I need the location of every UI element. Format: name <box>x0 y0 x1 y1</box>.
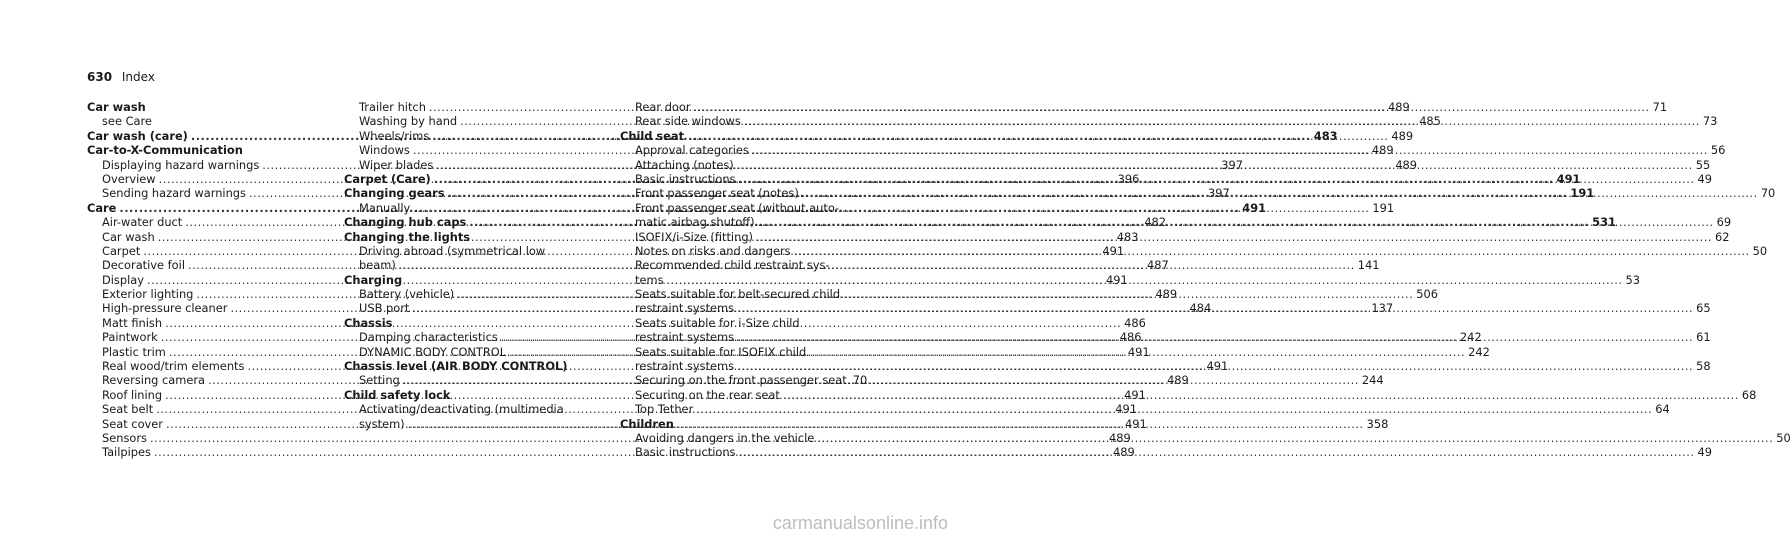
entry-text: Front passenger seat (without auto- <box>635 200 840 215</box>
page-reference: 58 <box>1696 359 1711 374</box>
page-reference: 491 <box>1556 171 1581 186</box>
entry-text: Car wash <box>87 100 146 114</box>
page-reference: 489 <box>1395 157 1418 172</box>
entry-text: Matt finish <box>102 315 163 330</box>
page-reference: 137 <box>1371 301 1394 316</box>
page-reference: 71 <box>1652 100 1668 114</box>
page-reference: 486 <box>1119 330 1142 345</box>
entry-text: Manually <box>359 200 411 215</box>
entry-text: USB port <box>359 301 410 316</box>
page-reference: 491 <box>1127 344 1150 359</box>
entry-text: Exterior lighting <box>102 287 194 302</box>
page-reference: 397 <box>1221 157 1244 172</box>
dot-leader <box>399 258 1355 272</box>
dot-leader <box>737 158 1693 172</box>
page-reference: 491 <box>1242 200 1267 215</box>
entry-text: Seat cover <box>102 416 163 431</box>
entry-text: Driving abroad (symmetrical low <box>359 243 546 258</box>
entry-text: Windows <box>359 143 410 158</box>
page-number: 630 <box>87 70 113 84</box>
page-reference: 244 <box>1361 373 1384 388</box>
entry-text: Sensors <box>102 430 147 445</box>
page-reference: 68 <box>1741 387 1757 402</box>
page-reference: 56 <box>1710 143 1726 158</box>
entry-text: Seats suitable for i-Size child <box>635 315 800 330</box>
page-reference: 73 <box>1702 114 1718 129</box>
page-reference: 489 <box>1167 373 1189 388</box>
page-reference: 531 <box>1592 215 1616 230</box>
page-reference: 487 <box>1147 258 1169 273</box>
entry-text: see Care <box>102 114 152 129</box>
index-entry <box>344 402 592 416</box>
entry-text: Rear door <box>635 100 691 114</box>
page-reference: 491 <box>1102 243 1125 258</box>
entry-text: Real wood/trim elements <box>102 359 245 374</box>
page-reference: 396 <box>1117 171 1140 186</box>
entry-text: matic airbag shutoff) <box>635 215 755 230</box>
entry-text: Reversing camera <box>102 373 206 388</box>
page-reference: 489 <box>1371 143 1394 158</box>
index-entry <box>87 114 317 128</box>
dot-leader <box>694 100 1650 114</box>
entry-text: Wiper blades <box>359 157 434 172</box>
index-heading <box>344 359 592 373</box>
entry-text: Basic instructions <box>635 171 736 186</box>
index-entry <box>620 316 854 330</box>
dot-leader <box>802 186 1758 200</box>
page-reference: 242 <box>1468 344 1490 359</box>
page-reference: 61 <box>1696 330 1711 345</box>
page-reference: 489 <box>1155 287 1178 302</box>
dot-leader <box>457 287 1413 301</box>
entry-text: Chassis <box>344 315 393 330</box>
page-header <box>87 70 155 84</box>
entry-text: Seats suitable for ISOFIX child <box>635 344 807 359</box>
entry-text: Car wash (care) <box>87 128 188 143</box>
entry-text: restraint systems <box>635 301 735 316</box>
entry-text: Attaching (notes) <box>635 157 734 172</box>
dot-leader <box>737 330 1693 344</box>
page-reference: 397 <box>1208 186 1230 201</box>
entry-text: Roof lining <box>102 387 163 402</box>
index-entry <box>620 373 868 388</box>
entry-text: Top Tether <box>635 402 694 417</box>
entry-text: Changing the lights <box>344 229 471 244</box>
entry-text: beam) <box>359 258 396 273</box>
entry-text: Car-to-X-Communication <box>87 143 243 158</box>
page-reference: 49 <box>1697 445 1713 460</box>
index-entry <box>344 244 592 258</box>
index-entry <box>620 287 854 301</box>
index-entry <box>620 258 854 272</box>
page-reference: 489 <box>1387 100 1410 114</box>
entry-text: Sending hazard warnings <box>102 186 246 201</box>
dot-leader <box>408 417 1364 431</box>
page-reference: 49 <box>1697 171 1713 186</box>
dot-leader <box>738 445 1694 459</box>
page-reference: 482 <box>1144 215 1167 230</box>
entry-text: DYNAMIC BODY CONTROL <box>359 344 507 359</box>
entry-text: Wheels/rims <box>359 128 430 143</box>
entry-text: Decorative foil <box>102 258 185 273</box>
entry-text: Changing gears <box>344 186 445 201</box>
page-reference: 141 <box>1357 258 1380 273</box>
page-reference: 65 <box>1696 301 1711 316</box>
page-reference: 491 <box>1106 272 1128 287</box>
dot-leader <box>744 114 1700 128</box>
watermark: carmanualsonline.info <box>772 513 948 533</box>
dot-leader <box>794 244 1750 258</box>
entry-text: Tailpipes <box>102 445 151 460</box>
index-heading <box>344 230 592 244</box>
entry-text: Child seat <box>620 128 685 143</box>
entry-text: Carpet <box>102 243 141 258</box>
page-reference: 506 <box>1416 287 1439 302</box>
dot-leader <box>403 373 1359 387</box>
entry-text: Recommended child restraint sys- <box>635 258 830 273</box>
index-heading <box>620 129 854 143</box>
entry-text: Seats suitable for belt-secured child <box>635 287 841 302</box>
index-heading <box>344 273 592 287</box>
entry-text: Charging <box>344 272 403 287</box>
page-reference: 491 <box>1206 359 1229 374</box>
page-reference: 486 <box>1124 315 1146 330</box>
dot-leader <box>756 230 1712 244</box>
entry-text: Basic instructions <box>635 445 736 460</box>
entry-text: Air-water duct <box>102 215 183 230</box>
dot-leader <box>737 301 1693 315</box>
index-entry <box>620 345 854 359</box>
index-heading <box>620 417 854 431</box>
entry-text: system) <box>359 416 405 431</box>
page-reference: 358 <box>1366 416 1389 431</box>
index-heading <box>344 388 592 402</box>
entry-text: Carpet (Care) <box>344 171 431 186</box>
entry-text: ISOFIX/i-Size (fitting) <box>635 229 753 244</box>
index-heading <box>87 100 317 114</box>
entry-text: Battery (vehicle) <box>359 287 455 302</box>
section-title: Index <box>121 70 155 84</box>
entry-text: Damping characteristics <box>359 330 498 345</box>
dot-leader <box>758 215 1714 229</box>
page-reference: 70 <box>1760 186 1776 201</box>
page-reference: 491 <box>1124 387 1146 402</box>
entry-text: tems <box>635 272 664 287</box>
entry-text: Car wash <box>102 229 155 244</box>
dot-leader <box>737 359 1693 373</box>
index-entry <box>620 201 854 215</box>
page-reference: 50 <box>1776 430 1791 445</box>
entry-text: High-pressure cleaner <box>102 301 228 316</box>
dot-leader <box>432 129 1388 143</box>
entry-text: Front passenger seat (notes) <box>635 186 799 201</box>
entry-text: Securing on the rear seat <box>635 387 780 402</box>
dot-leader <box>738 172 1694 186</box>
entry-text: Avoiding dangers in the vehicle <box>635 430 815 445</box>
entry-text: Changing hub caps <box>344 215 467 230</box>
entry-text: Notes on risks and dangers <box>635 243 791 258</box>
page-reference: 53 <box>1625 272 1641 287</box>
page-reference: 242 <box>1459 330 1482 345</box>
entry-text: restraint systems <box>635 359 735 374</box>
page-reference: 55 <box>1695 157 1711 172</box>
entry-text: Child safety lock <box>344 387 451 402</box>
entry-text: Display <box>102 272 144 287</box>
dot-leader <box>817 431 1773 445</box>
index-heading <box>344 316 592 330</box>
dot-leader <box>783 388 1739 402</box>
page-reference: 191 <box>1570 186 1595 201</box>
dot-leader <box>752 143 1708 157</box>
entry-text: Care <box>87 200 117 215</box>
page-reference: 489 <box>1109 430 1131 445</box>
page-reference: 491 <box>1115 402 1137 417</box>
page-reference: 69 <box>1716 215 1732 230</box>
page-reference: 191 <box>1372 200 1395 215</box>
page-reference: 483 <box>1116 229 1139 244</box>
entry-text: Rear side windows <box>635 114 741 129</box>
entry-text: Trailer hitch <box>359 100 426 114</box>
dot-leader <box>696 402 1652 416</box>
page-reference: 62 <box>1715 229 1730 244</box>
entry-text: Seat belt <box>102 402 154 417</box>
entry-text: Plastic trim <box>102 344 166 359</box>
entry-text: Displaying hazard warnings <box>102 157 260 172</box>
page-reference: 483 <box>1313 128 1338 143</box>
entry-text: Approval categories <box>635 143 749 158</box>
page-reference: 489 <box>1391 128 1414 143</box>
entry-text: Chassis level (AIR BODY CONTROL) <box>344 359 568 374</box>
entry-text: Securing on the front passenger seat <box>635 373 847 388</box>
page-reference: 50 <box>1752 243 1768 258</box>
entry-text: Paintwork <box>102 330 158 345</box>
index-heading <box>87 143 317 157</box>
dot-leader <box>667 273 1623 287</box>
entry-text: restraint systems <box>635 330 735 345</box>
entry-text: Overview <box>102 171 156 186</box>
entry-text: Activating/deactivating (multimedia <box>359 402 564 417</box>
entry-text: Setting <box>359 373 400 388</box>
entry-text: Children <box>620 416 674 431</box>
page-reference: 64 <box>1655 402 1670 417</box>
entry-text: Washing by hand <box>359 114 458 129</box>
page-reference: 489 <box>1112 445 1135 460</box>
dot-leader <box>413 201 1369 215</box>
page-reference: 485 <box>1419 114 1441 129</box>
page-reference: 491 <box>1125 416 1147 431</box>
page-reference: 70 <box>852 373 868 388</box>
page-reference: 484 <box>1189 301 1212 316</box>
